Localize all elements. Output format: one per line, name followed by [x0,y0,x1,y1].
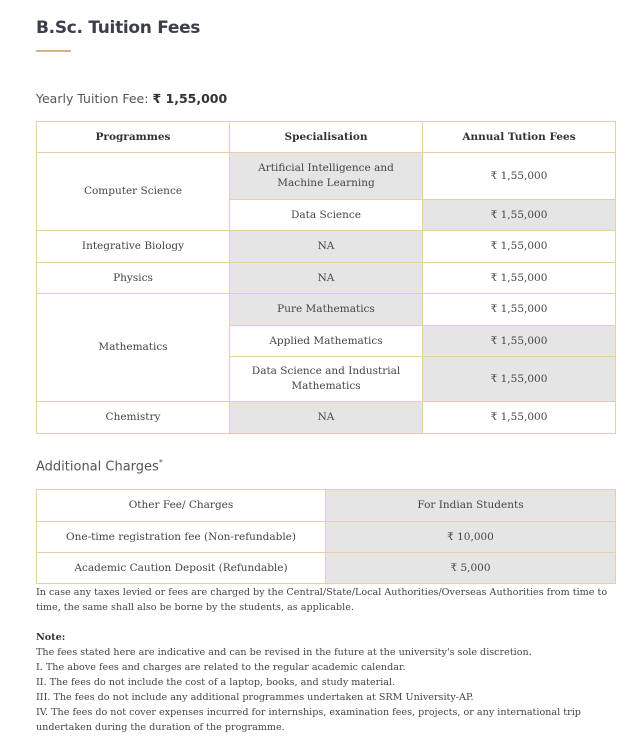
specialisation-cell: Data Science [230,200,423,231]
specialisation-cell: Artificial Intelligence and Machine Learning [230,153,423,200]
specialisation-cell: NA [230,231,423,263]
charge-cell: One-time registration fee (Non-refundable) [37,522,326,553]
amount-cell: ₹ 5,000 [326,553,616,584]
title-underline [36,50,71,52]
asterisk-mark: * [158,458,163,467]
programme-cell: Mathematics [37,294,230,402]
header-programmes: Programmes [37,122,230,153]
specialisation-cell: Pure Mathematics [230,294,423,326]
yearly-fee-label: Yearly Tuition Fee: [36,91,149,106]
additional-charges-label: Additional Charges [36,459,159,475]
table-row [37,153,616,200]
specialisation-cell: NA [230,263,423,294]
fee-cell: ₹ 1,55,000 [423,231,616,263]
fee-cell: ₹ 1,55,000 [423,357,616,402]
programme-cell: Computer Science [37,153,230,231]
programme-cell: Chemistry [37,402,230,434]
table-row [37,231,616,263]
yearly-fee-amount: ₹ 1,55,000 [152,91,228,106]
note-line: I. The above fees and charges are related to the regular academic calendar. [36,662,406,673]
notes-section [36,585,616,735]
table-row [37,553,616,584]
yearly-tuition-fee [36,91,227,106]
header-indian-students: For Indian Students [326,490,616,522]
specialisation-cell: Data Science and Industrial Mathematics [230,357,423,402]
specialisation-cell: Applied Mathematics [230,326,423,357]
note-line: IV. The fees do not cover expenses incurred for internships, examination fees, projects, or any international trip undertaken during the duration of the programme. [36,707,581,733]
fee-cell: ₹ 1,55,000 [423,402,616,434]
note-heading: Note: [36,632,66,643]
table-row [37,294,616,326]
taxes-note: In case any taxes levied or fees are charged by the Central/State/Local Authorities/Overseas Authorities from time to time, the same shall also be borne by the students, as applicable. [36,587,608,613]
additional-charges-title [36,458,163,474]
programme-cell: Integrative Biology [37,231,230,263]
fee-cell: ₹ 1,55,000 [423,263,616,294]
table-row [37,263,616,294]
fee-cell: ₹ 1,55,000 [423,326,616,357]
note-line: III. The fees do not include any additional programmes undertaken at SRM University-AP. [36,692,474,703]
fees-table [36,121,616,434]
specialisation-cell: NA [230,402,423,434]
header-other-fee: Other Fee/ Charges [37,490,326,522]
table-header-row [37,122,616,153]
note-line: The fees stated here are indicative and can be revised in the future at the university's sole discretion. [36,647,532,658]
charges-table [36,489,616,584]
fee-cell: ₹ 1,55,000 [423,200,616,231]
header-annual-fees: Annual Tution Fees [423,122,616,153]
note-line: II. The fees do not include the cost of a laptop, books, and study material. [36,677,396,688]
table-row [37,402,616,434]
amount-cell: ₹ 10,000 [326,522,616,553]
fee-cell: ₹ 1,55,000 [423,294,616,326]
page-title: B.Sc. Tuition Fees [36,18,201,38]
programme-cell: Physics [37,263,230,294]
header-specialisation: Specialisation [230,122,423,153]
fee-cell: ₹ 1,55,000 [423,153,616,200]
charge-cell: Academic Caution Deposit (Refundable) [37,553,326,584]
table-row [37,522,616,553]
table-header-row [37,490,616,522]
